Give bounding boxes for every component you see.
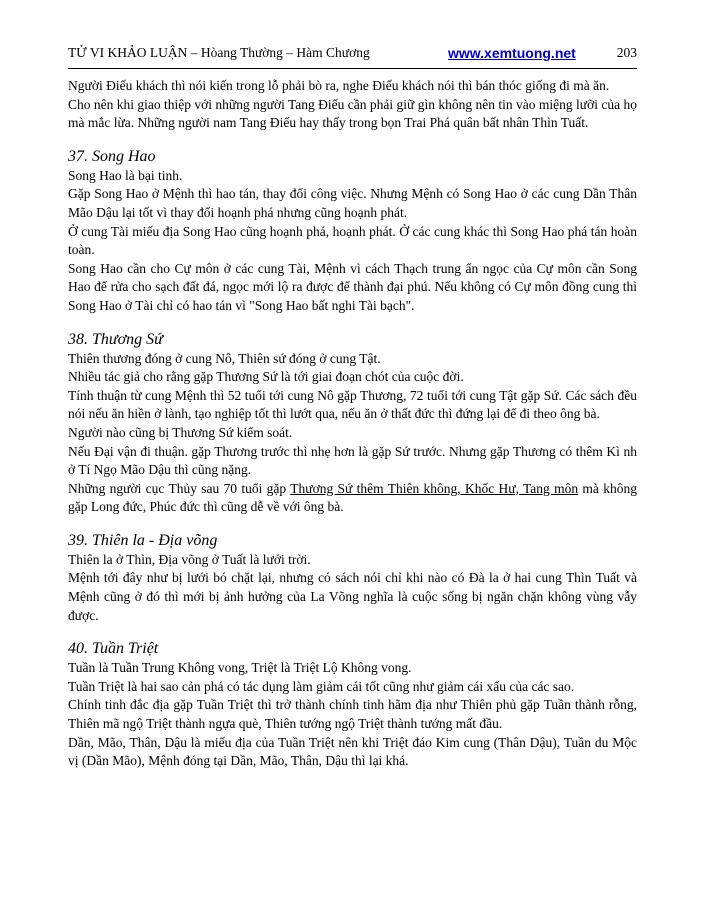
paragraph: Nếu Đại vận đi thuận. gặp Thương trước thì nhẹ hơn là gặp Sứ trước. Nhưng gặp Thương có thêm Kì nh ở Tí Ngọ Mão Dậu thì cũng nặng. [68, 443, 637, 478]
paragraph [68, 480, 637, 517]
paragraph: Tuần Triệt là hai sao cản phá có tác dụng làm giảm cái tốt cũng như giảm cái xấu của các sao. [68, 678, 575, 694]
section-heading: 39. Thiên la - Địa võng [68, 531, 218, 549]
text-run: Những người cục Thủy sau 70 tuổi gặp [68, 480, 291, 496]
document-page [68, 44, 637, 771]
paragraph: Tính thuận từ cung Mệnh thì 52 tuổi tới cung Nô gặp Thương, 72 tuổi tới cung Tật gặp Sứ. Các sách đều nói nếu ăn hiền ở lành, tạo nghiệp tốt thì lướt qua, nếu ăn ở thất đức thì đứng lại để đi theo ông bà. [68, 387, 637, 422]
page-header [68, 44, 637, 69]
section-heading: 38. Thương Sứ [68, 330, 163, 348]
header-url-link[interactable]: www.xemtuong.net [448, 45, 576, 61]
paragraph: Chính tinh đắc địa gặp Tuần Triệt thì trở thành chính tinh hãm địa như Thiên phủ gặp Tuần thành rỗng, Thiên mã ngộ Triệt thành ngựa què, Thiên tướng ngộ Triệt thành tướng mất đầu. [68, 697, 637, 732]
section-heading: 37. Song Hao [68, 147, 156, 165]
paragraph: Song Hao cần cho Cự môn ở các cung Tài, Mệnh vì cách Thạch trung ẩn ngọc của Cự môn cần Song Hao để rửa cho sạch đất đá, ngọc mới lộ ra được để thành đại phú. Nếu không có Cự môn đồng cung thì Song Hao ở Tài chỉ có hao tán vì "Song Hao bất nghi Tài bạch". [68, 260, 637, 313]
paragraph: Ở cung Tài miếu địa Song Hao cũng hoạnh phá, hoạnh phát. Ở các cung khác thì Song Hao phá tán hoàn toàn. [68, 223, 637, 258]
paragraph: Gặp Song Hao ở Mệnh thì hao tán, thay đổi công việc. Nhưng Mệnh có Song Hao ở các cung Dần Thân Mão Dậu lại tốt vì thay đổi hoạnh phá nhưng cũng hoạnh phát. [68, 186, 637, 220]
paragraph: Nhiều tác giả cho rằng gặp Thương Sứ là tới giai đoạn chót của cuộc đời. [68, 369, 464, 385]
paragraph: Mệnh tới đây như bị lưới bó chặt lại, nhưng có sách nói chỉ khi nào có Đà la ở hai cung Thìn Tuất và Mệnh cũng ở đó thì mới bị ảnh hưởng của La Võng nghĩa là cuộc sống bị ngăn chặn không vùng vẫy được. [68, 570, 637, 623]
page-number: 203 [616, 45, 637, 60]
paragraph: Thiên la ở Thìn, Địa võng ở Tuất là lưới trời. [68, 551, 311, 567]
paragraph: Cho nên khi giao thiệp với những người Tang Điếu cần phải giữ gìn không nên tin vào miệng lưỡi của họ mà mắc lừa. Những người nam Tang Điếu hay thấy trong bọn Trai Phá quân bất nhân Thìn Tuất. [68, 96, 637, 131]
paragraph: Song Hao là bại tinh. [68, 167, 183, 183]
paragraph: Tuần là Tuần Trung Không vong, Triệt là Triệt Lộ Không vong. [68, 660, 412, 676]
page-content [68, 77, 637, 771]
header-title: TỬ VI KHẢO LUẬN – Hòang Thường – Hàm Chương [68, 45, 370, 60]
text-run: mà không gặp Long đức, Phúc đức thì cũng dễ về với ông bà. [68, 480, 637, 515]
paragraph: Dần, Mão, Thân, Dậu là miếu địa của Tuần Triệt nên khi Triệt đáo Kim cung (Thân Dậu), Tuần du Mộc vị (Dần Mão), Mệnh đóng tại Dần, Mão, Thân, Dậu thì lại khá. [68, 734, 637, 769]
underlined-text: Thương Sứ thêm Thiên không, Khốc Hư, Tang môn [290, 480, 579, 496]
section-heading: 40. Tuần Triệt [68, 640, 159, 658]
paragraph: Thiên thương đóng ở cung Nô, Thiên sứ đóng ở cung Tật. [68, 350, 381, 366]
paragraph: Người Điếu khách thì nói kiến trong lỗ phải bò ra, nghe Điếu khách nói thì bán thóc giống đi mà ăn. [68, 78, 610, 93]
paragraph: Người nào cũng bị Thương Sứ kiểm soát. [68, 424, 293, 440]
